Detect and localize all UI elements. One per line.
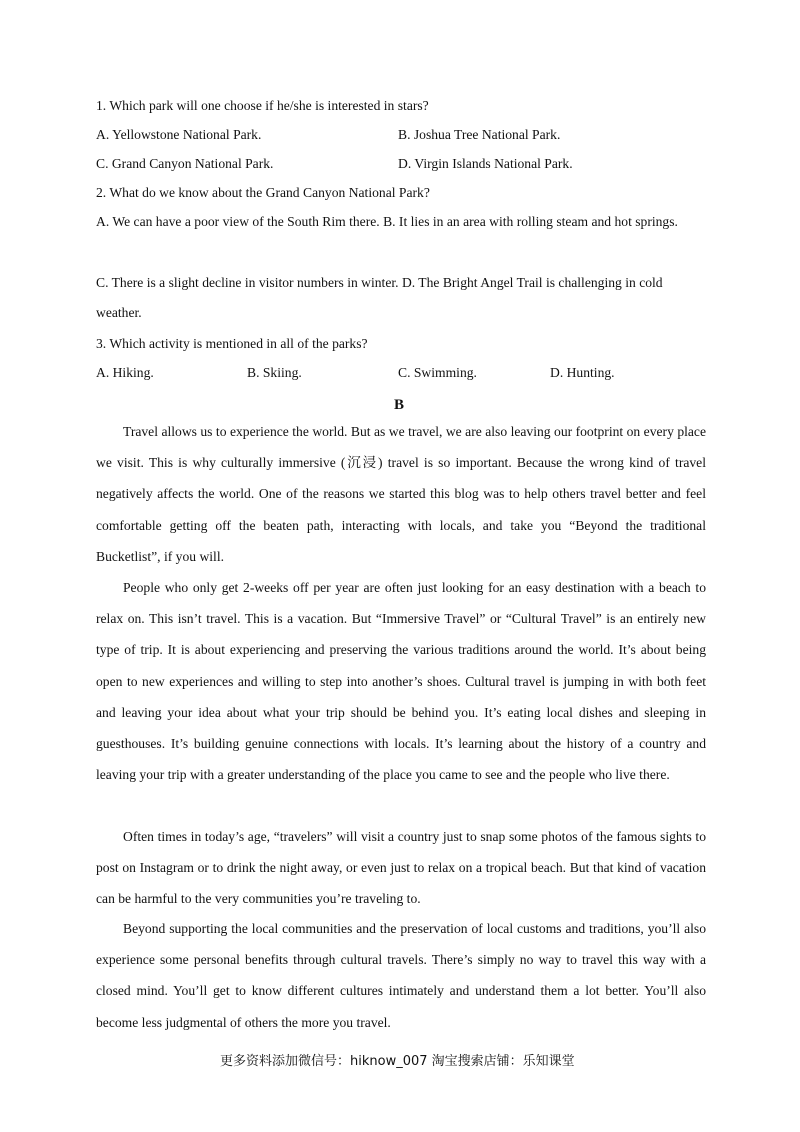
question-2-options-ab: A. We can have a poor view of the South Rim there. B. It lies in an area with rolling steam and hot springs. xyxy=(96,214,678,229)
question-3-stem: 3. Which activity is mentioned in all of the parks? xyxy=(96,336,368,351)
passage-paragraph-3: Often times in today’s age, “travelers” will visit a country just to snap some photos of the famous sights to post on Instagram or to drink the night away, or even just to relax on a tropical beach. But that kind of vacation can be harmful to the very communities you’re traveling to. xyxy=(96,829,706,907)
question-1-stem: 1. Which park will one choose if he/she is interested in stars? xyxy=(96,98,429,113)
question-1-option-d: D. Virgin Islands National Park. xyxy=(398,156,573,171)
question-1-option-b: B. Joshua Tree National Park. xyxy=(398,127,561,142)
passage-paragraph-2: People who only get 2-weeks off per year are often just looking for an easy destination with a beach to relax on. This isn’t travel. This is a vacation. But “Immersive Travel” or “Cultural Travel” is an entirely new type of trip. It is about experiencing and preserving the various traditions around the world. It’s about being open to new experiences and willing to step into another’s shoes. Cultural travel is jumping in with both feet and leaving your idea about what your trip should be behind you. It’s eating local dishes and sleeping in guesthouses. It’s building genuine connections with locals. It’s learning about the history of a country and leaving your trip with a greater understanding of the place you came to see and the people who live there. xyxy=(96,580,706,783)
question-3-option-d: D. Hunting. xyxy=(550,365,615,380)
question-3-option-a: A. Hiking. xyxy=(96,365,154,380)
question-2-stem: 2. What do we know about the Grand Canyon National Park? xyxy=(96,185,430,200)
section-title: B xyxy=(394,397,405,413)
question-3-option-b: B. Skiing. xyxy=(247,365,302,380)
footer-note: 更多资料添加微信号：hiknow_007 淘宝搜索店铺：乐知课堂 xyxy=(220,1054,575,1069)
passage-paragraph-4: Beyond supporting the local communities and the preservation of local customs and traditions, you’ll also experience some personal benefits through cultural travels. There’s simply no way to travel this way with a closed mind. You’ll get to know different cultures intimately and understand them a lot better. You’ll also become less judgmental of others the more you travel. xyxy=(96,921,706,1030)
question-1-option-c: C. Grand Canyon National Park. xyxy=(96,156,274,171)
question-1-option-a: A. Yellowstone National Park. xyxy=(96,127,262,142)
passage-paragraph-1: Travel allows us to experience the world. But as we travel, we are also leaving our footprint on every place we visit. This is why culturally immersive (沉浸) travel is so important. Because the wrong kind of travel negatively affects the world. One of the reasons we started this blog was to help others travel better and feel comfortable getting off the beaten path, interacting with locals, and take you “Beyond the traditional Bucketlist”, if you will. xyxy=(96,424,706,564)
question-3-option-c: C. Swimming. xyxy=(398,365,477,380)
question-2-options-cd: C. There is a slight decline in visitor numbers in winter. D. The Bright Angel Trail is challenging in cold weather. xyxy=(96,275,663,320)
